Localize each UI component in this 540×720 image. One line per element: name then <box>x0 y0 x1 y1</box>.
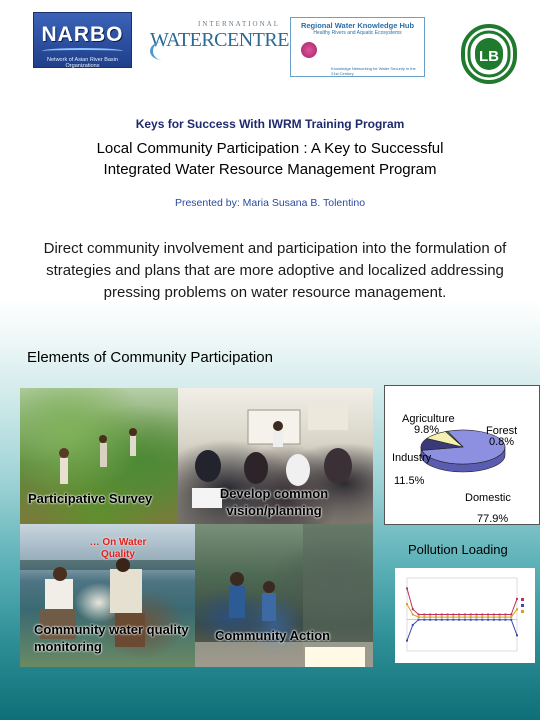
line-point <box>412 624 414 626</box>
iwc-logo-line1: INTERNATIONAL <box>198 20 280 28</box>
pie-value-forest: 0.8% <box>489 436 515 448</box>
line-point <box>447 619 449 621</box>
rwkh-subtitle: Healthy Rivers and Aquatic Ecosystems <box>313 30 402 36</box>
line-point <box>516 598 518 600</box>
pollution-loading-title: Pollution Loading <box>408 542 508 557</box>
line-point <box>475 619 477 621</box>
line-point <box>418 614 420 616</box>
line-chart-svg <box>395 568 535 663</box>
line-point <box>418 616 420 618</box>
water-caption: Community water quality monitoring <box>34 622 189 654</box>
community-action-photo <box>195 524 373 667</box>
university-logo <box>461 24 517 84</box>
pie-value-agriculture: 9.8% <box>414 424 440 436</box>
line-point <box>423 616 425 618</box>
narbo-logo-text: NARBO <box>41 23 124 46</box>
line-point <box>487 616 489 618</box>
line-point <box>481 614 483 616</box>
line-point <box>499 616 501 618</box>
line-point <box>412 614 414 616</box>
line-point <box>481 616 483 618</box>
line-point <box>493 614 495 616</box>
line-point <box>516 634 518 636</box>
line-point <box>418 619 420 621</box>
line-point <box>510 616 512 618</box>
line-point <box>464 614 466 616</box>
line-point <box>475 616 477 618</box>
common-vision-photo <box>178 388 373 524</box>
line-point <box>481 619 483 621</box>
talk-title-line1: Local Community Participation : A Key to Successful <box>96 140 444 157</box>
line-point <box>447 616 449 618</box>
pollution-loading-chart <box>395 568 535 663</box>
water-quality-monitoring-photo <box>20 524 195 667</box>
line-point <box>452 619 454 621</box>
line-point <box>493 616 495 618</box>
line-point <box>504 616 506 618</box>
line-point <box>464 619 466 621</box>
line-point <box>429 614 431 616</box>
line-point <box>510 619 512 621</box>
line-point <box>435 616 437 618</box>
line-point <box>493 619 495 621</box>
rwkh-tagline: Knowledge Networking for Water Security in the 21st Century <box>331 66 416 76</box>
line-point <box>441 619 443 621</box>
line-point <box>464 616 466 618</box>
line-point <box>499 619 501 621</box>
pie-label-agriculture: Agriculture <box>402 413 455 425</box>
line-point <box>499 614 501 616</box>
presenter: Presented by: Maria Susana B. Tolentino <box>174 197 366 209</box>
line-legend-swatch <box>521 604 524 607</box>
line-point <box>406 603 408 605</box>
narbo-logo-subtitle: Network of Asian River Basin Organizations <box>47 57 118 69</box>
line-point <box>487 619 489 621</box>
line-point <box>452 616 454 618</box>
iwc-swoosh <box>150 42 174 60</box>
line-point <box>475 614 477 616</box>
line-point <box>406 587 408 589</box>
line-point <box>429 616 431 618</box>
vision-caption: Develop common vision/planning <box>219 486 329 518</box>
iwc-logo-line2: WATERCENTRE <box>150 29 289 51</box>
line-point <box>458 616 460 618</box>
line-point <box>452 614 454 616</box>
pie-value-domestic: 77.9% <box>477 513 509 525</box>
intro-paragraph: Direct community involvement and participation into the formulation of strategies and plans that are more adoptive and localized addressing pressing problems on water resource management. <box>43 240 507 301</box>
pie-label-industry: Industry <box>392 452 432 464</box>
line-point <box>504 619 506 621</box>
narbo-logo <box>33 12 132 68</box>
line-point <box>504 614 506 616</box>
university-monogram: LB <box>479 48 499 65</box>
elements-heading: Elements of Community Participation <box>27 349 273 366</box>
action-caption-backing <box>305 647 365 667</box>
line-point <box>470 616 472 618</box>
program-title: Keys for Success With IWRM Training Program <box>135 117 405 131</box>
university-logo-mark <box>461 24 517 84</box>
action-caption: Community Action <box>215 628 331 643</box>
rwkh-title: Regional Water Knowledge Hub <box>300 21 415 30</box>
narbo-wave <box>42 48 123 54</box>
line-point <box>447 614 449 616</box>
line-point <box>435 614 437 616</box>
line-point <box>470 614 472 616</box>
line-legend-swatch <box>521 598 524 601</box>
line-point <box>516 608 518 610</box>
line-point <box>510 614 512 616</box>
talk-title-line2: Integrated Water Resource Management Program <box>103 161 437 178</box>
line-legend-swatch <box>521 610 524 613</box>
line-point <box>435 619 437 621</box>
line-point <box>423 619 425 621</box>
line-point <box>458 619 460 621</box>
pie-label-domestic: Domestic <box>465 492 511 504</box>
pie-label-forest: Forest <box>486 425 518 437</box>
participative-survey-photo <box>20 388 178 524</box>
line-point <box>441 616 443 618</box>
line-point <box>412 608 414 610</box>
action-scene <box>195 524 373 667</box>
line-point <box>441 614 443 616</box>
pollution-source-pie-chart <box>384 385 540 525</box>
line-point <box>423 614 425 616</box>
line-point <box>406 640 408 642</box>
line-point <box>487 614 489 616</box>
pie-value-industry: 11.5% <box>394 475 425 487</box>
line-point <box>458 614 460 616</box>
line-point <box>429 619 431 621</box>
water-quality-banner: … On Water Quality <box>89 537 147 560</box>
rwkh-seal-icon <box>301 42 317 58</box>
survey-caption: Participative Survey <box>28 491 153 506</box>
international-watercentre-logo <box>150 20 289 62</box>
water-knowledge-hub-logo <box>290 17 425 77</box>
line-point <box>470 619 472 621</box>
